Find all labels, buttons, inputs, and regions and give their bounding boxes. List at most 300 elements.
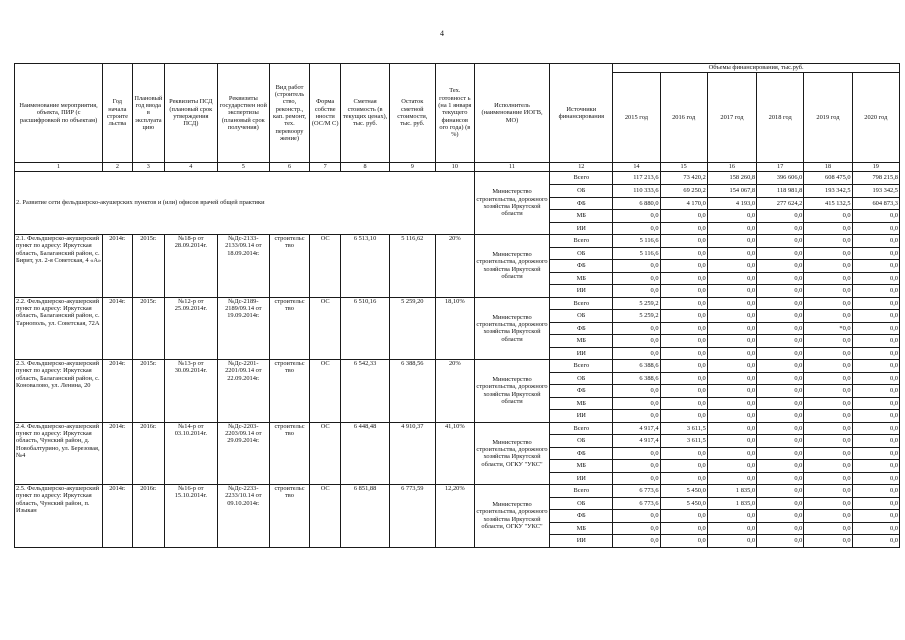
header-volumes: Объемы финансирования, тыс.руб.: [613, 64, 900, 73]
header-year: 2015 год: [613, 73, 660, 163]
value-cell: 0,0: [852, 322, 899, 335]
column-number: 12: [550, 163, 613, 172]
value-cell: 0,0: [804, 235, 852, 248]
value-cell: 0,0: [660, 347, 707, 360]
header-expertise: Реквизиты государствен ной экспертизы (плановый срок получения): [217, 64, 269, 163]
financing-table: [14, 63, 900, 548]
value-cell: 0,0: [757, 447, 804, 460]
source-cell: ОБ: [550, 372, 613, 385]
estimate-cost: 6 513,10: [341, 235, 389, 298]
ownership: ОС: [309, 485, 340, 548]
work-type: строительс тво: [270, 235, 310, 298]
value-cell: 0,0: [804, 347, 852, 360]
value-cell: 0,0: [757, 422, 804, 435]
source-cell: ИИ: [550, 347, 613, 360]
column-number: 19: [852, 163, 899, 172]
value-cell: 110 333,6: [613, 185, 660, 198]
value-cell: 277 624,2: [757, 197, 804, 210]
remaining-cost: 5 116,62: [389, 235, 435, 298]
value-cell: 0,0: [707, 460, 756, 473]
object-name: 2.2. Фельдшерско-акушерский пункт по адресу: Иркутская область, Балаганский район, с. Тарнополь, ул. Советская, 72А: [15, 297, 103, 360]
source-cell: ОБ: [550, 247, 613, 260]
value-cell: 0,0: [613, 285, 660, 298]
header-psd: Реквизиты ПСД (плановый срок утверждения ПСД): [165, 64, 217, 163]
value-cell: 0,0: [707, 260, 756, 273]
source-cell: Всего: [550, 235, 613, 248]
value-cell: 0,0: [852, 522, 899, 535]
value-cell: 0,0: [757, 247, 804, 260]
psd-details: №16-р от 15.10.2014г.: [165, 485, 217, 548]
estimate-cost: 6 851,88: [341, 485, 389, 548]
value-cell: 0,0: [707, 522, 756, 535]
page-number: 4: [440, 29, 444, 38]
work-type: строительс тво: [270, 485, 310, 548]
value-cell: 1 835,0: [707, 485, 756, 498]
value-cell: 0,0: [707, 310, 756, 323]
value-cell: 0,0: [757, 297, 804, 310]
psd-details: №13-р от 30.09.2014г.: [165, 360, 217, 423]
value-cell: 0,0: [613, 410, 660, 423]
column-number: 17: [757, 163, 804, 172]
value-cell: 0,0: [660, 360, 707, 373]
value-cell: 0,0: [707, 472, 756, 485]
value-cell: 0,0: [707, 285, 756, 298]
psd-details: №18-р от 28.09.2014г.: [165, 235, 217, 298]
value-cell: 0,0: [852, 285, 899, 298]
value-cell: 3 611,5: [660, 435, 707, 448]
value-cell: 0,0: [660, 397, 707, 410]
psd-details: №12-р от 25.09.2014г.: [165, 297, 217, 360]
header-year: 2020 год: [852, 73, 899, 163]
value-cell: 0,0: [660, 297, 707, 310]
value-cell: 0,0: [660, 372, 707, 385]
value-cell: 0,0: [660, 260, 707, 273]
value-cell: 1 835,0: [707, 497, 756, 510]
value-cell: 0,0: [660, 322, 707, 335]
executor-cell: Министерство строительства, дорожного хозяйства Иркутской области: [474, 297, 550, 360]
value-cell: 0,0: [707, 535, 756, 548]
value-cell: 0,0: [804, 485, 852, 498]
value-cell: 0,0: [660, 410, 707, 423]
value-cell: 0,0: [852, 397, 899, 410]
column-number: 7: [309, 163, 340, 172]
source-cell: МБ: [550, 522, 613, 535]
value-cell: 0,0: [707, 422, 756, 435]
finish-year: 2016г.: [132, 422, 165, 485]
value-cell: 0,0: [757, 385, 804, 398]
header-year: 2019 год: [804, 73, 852, 163]
value-cell: 0,0: [757, 535, 804, 548]
value-cell: 193 342,5: [804, 185, 852, 198]
source-cell: ФБ: [550, 197, 613, 210]
header-readiness: Тех. готовност ь (на 1 января текущего финансов ого года) (в %): [435, 64, 474, 163]
value-cell: 0,0: [804, 422, 852, 435]
value-cell: 158 260,8: [707, 172, 756, 185]
value-cell: 0,0: [757, 410, 804, 423]
value-cell: 5 116,6: [613, 247, 660, 260]
value-cell: 0,0: [660, 385, 707, 398]
column-number: 1: [15, 163, 103, 172]
header-work-type: Вид работ (строитель ство, реконстр., кап. ремонт, тех. перевоору жение): [270, 64, 310, 163]
remaining-cost: 6 773,59: [389, 485, 435, 548]
value-cell: 0,0: [804, 335, 852, 348]
value-cell: 0,0: [852, 422, 899, 435]
value-cell: 0,0: [804, 222, 852, 235]
value-cell: 0,0: [804, 210, 852, 223]
source-cell: ИИ: [550, 222, 613, 235]
readiness: 20%: [435, 235, 474, 298]
value-cell: 0,0: [757, 497, 804, 510]
value-cell: 0,0: [613, 535, 660, 548]
value-cell: 0,0: [852, 485, 899, 498]
value-cell: 604 873,3: [852, 197, 899, 210]
value-cell: 0,0: [757, 272, 804, 285]
value-cell: 0,0: [613, 385, 660, 398]
value-cell: 608 475,0: [804, 172, 852, 185]
expertise-details: №Дс-2203-2203/09.14 от 29.09.2014г.: [217, 422, 269, 485]
value-cell: 0,0: [707, 335, 756, 348]
value-cell: 6 773,6: [613, 485, 660, 498]
start-year: 2014г.: [103, 360, 132, 423]
object-name: 2.4. Фельдшерско-акушерский пункт по адресу: Иркутская область, Чунский район, д. Новобалтурино, ул. Березовая, №4: [15, 422, 103, 485]
executor-cell: Министерство строительства, дорожного хозяйства Иркутской области: [474, 172, 550, 235]
value-cell: 0,0: [852, 535, 899, 548]
value-cell: 0,0: [613, 472, 660, 485]
value-cell: 0,0: [757, 235, 804, 248]
value-cell: 0,0: [852, 347, 899, 360]
start-year: 2014г.: [103, 422, 132, 485]
value-cell: 0,0: [660, 460, 707, 473]
value-cell: 0,0: [660, 335, 707, 348]
value-cell: 0,0: [707, 297, 756, 310]
value-cell: 6 773,6: [613, 497, 660, 510]
value-cell: 0,0: [707, 385, 756, 398]
value-cell: 0,0: [852, 360, 899, 373]
table-row: [15, 422, 900, 435]
value-cell: 0,0: [852, 247, 899, 260]
source-cell: ОБ: [550, 435, 613, 448]
value-cell: 0,0: [707, 435, 756, 448]
value-cell: 0,0: [757, 335, 804, 348]
value-cell: 0,0: [613, 322, 660, 335]
header-sources: Источники финансирования: [550, 64, 613, 163]
readiness: 18,10%: [435, 297, 474, 360]
column-number: 3: [132, 163, 165, 172]
value-cell: 0,0: [757, 372, 804, 385]
value-cell: 0,0: [804, 310, 852, 323]
value-cell: 0,0: [660, 522, 707, 535]
column-number: 2: [103, 163, 132, 172]
source-cell: МБ: [550, 460, 613, 473]
value-cell: 0,0: [707, 235, 756, 248]
value-cell: 0,0: [660, 222, 707, 235]
value-cell: 0,0: [804, 535, 852, 548]
value-cell: 0,0: [757, 397, 804, 410]
value-cell: 0,0: [804, 372, 852, 385]
value-cell: 0,0: [852, 210, 899, 223]
value-cell: 0,0: [613, 347, 660, 360]
value-cell: 0,0: [852, 310, 899, 323]
start-year: 2014г.: [103, 297, 132, 360]
header-estimate: Сметная стоимость (в текущих ценах), тыс. руб.: [341, 64, 389, 163]
value-cell: 0,0: [613, 460, 660, 473]
value-cell: 798 215,8: [852, 172, 899, 185]
source-cell: ФБ: [550, 447, 613, 460]
executor-cell: Министерство строительства, дорожного хозяйства Иркутской области: [474, 235, 550, 298]
header-executor: Исполнитель (наименование ИОГВ, МО): [474, 64, 550, 163]
value-cell: 0,0: [804, 497, 852, 510]
value-cell: 0,0: [757, 472, 804, 485]
finish-year: 2016г.: [132, 485, 165, 548]
column-number: 16: [707, 163, 756, 172]
column-number: 14: [613, 163, 660, 172]
value-cell: 0,0: [757, 310, 804, 323]
value-cell: 6 880,0: [613, 197, 660, 210]
column-number: 9: [389, 163, 435, 172]
value-cell: 0,0: [757, 360, 804, 373]
value-cell: 4 170,0: [660, 197, 707, 210]
value-cell: 0,0: [757, 210, 804, 223]
value-cell: 0,0: [707, 210, 756, 223]
expertise-details: №Дс-2201-2201/09.14 от 22.09.2014г.: [217, 360, 269, 423]
readiness: 12,20%: [435, 485, 474, 548]
value-cell: 0,0: [804, 410, 852, 423]
value-cell: 0,0: [804, 260, 852, 273]
value-cell: 6 388,6: [613, 372, 660, 385]
value-cell: 0,0: [852, 222, 899, 235]
value-cell: 0,0: [613, 510, 660, 523]
value-cell: 0,0: [804, 297, 852, 310]
source-cell: ИИ: [550, 285, 613, 298]
section-title: 2. Развитие сети фельдшерско-акушерских пунктов и (или) офисов врачей общей практики: [15, 172, 475, 235]
remaining-cost: 6 388,56: [389, 360, 435, 423]
value-cell: 0,0: [707, 410, 756, 423]
value-cell: 0,0: [804, 510, 852, 523]
source-cell: ФБ: [550, 510, 613, 523]
expertise-details: №Дс-2233-2233/10.14 от 09.10.2014г.: [217, 485, 269, 548]
value-cell: 0,0: [707, 397, 756, 410]
value-cell: 0,0: [757, 522, 804, 535]
source-cell: ФБ: [550, 322, 613, 335]
column-number: 6: [270, 163, 310, 172]
work-type: строительс тво: [270, 297, 310, 360]
value-cell: 4 917,4: [613, 435, 660, 448]
value-cell: 0,0: [852, 335, 899, 348]
value-cell: 0,0: [707, 447, 756, 460]
header-name: Наименование мероприятия, объекта, ПИР (с расшифровкой по объектам): [15, 64, 103, 163]
column-number: 4: [165, 163, 217, 172]
value-cell: 0,0: [613, 260, 660, 273]
value-cell: 0,0: [804, 472, 852, 485]
column-number: 18: [804, 163, 852, 172]
source-cell: ИИ: [550, 410, 613, 423]
value-cell: 0,0: [660, 510, 707, 523]
readiness: 41,10%: [435, 422, 474, 485]
executor-cell: Министерство строительства, дорожного хозяйства Иркутской области, ОГКУ "УКС": [474, 485, 550, 548]
value-cell: 0,0: [613, 447, 660, 460]
value-cell: 0,0: [757, 485, 804, 498]
value-cell: 0,0: [757, 347, 804, 360]
work-type: строительс тво: [270, 360, 310, 423]
value-cell: 5 259,2: [613, 297, 660, 310]
value-cell: 0,0: [660, 247, 707, 260]
executor-cell: Министерство строительства, дорожного хозяйства Иркутской области: [474, 360, 550, 423]
object-name: 2.5. Фельдшерско-акушерский пункт по адресу: Иркутская область, Чунский район, п. Изыкан: [15, 485, 103, 548]
value-cell: 0,0: [613, 210, 660, 223]
value-cell: 117 213,6: [613, 172, 660, 185]
remaining-cost: 5 259,20: [389, 297, 435, 360]
ownership: ОС: [309, 422, 340, 485]
estimate-cost: 6 448,48: [341, 422, 389, 485]
column-number: 5: [217, 163, 269, 172]
value-cell: 0,0: [852, 435, 899, 448]
table-row: [15, 360, 900, 373]
value-cell: 0,0: [852, 410, 899, 423]
value-cell: *0,0: [804, 322, 852, 335]
readiness: 20%: [435, 360, 474, 423]
work-type: строительс тво: [270, 422, 310, 485]
estimate-cost: 6 542,33: [341, 360, 389, 423]
ownership: ОС: [309, 297, 340, 360]
value-cell: 0,0: [804, 272, 852, 285]
estimate-cost: 6 510,16: [341, 297, 389, 360]
value-cell: 5 450,0: [660, 485, 707, 498]
table-row: [15, 485, 900, 498]
source-cell: ОБ: [550, 310, 613, 323]
source-cell: МБ: [550, 272, 613, 285]
value-cell: 0,0: [757, 285, 804, 298]
value-cell: 4 193,0: [707, 197, 756, 210]
source-cell: Всего: [550, 360, 613, 373]
header-remaining: Остаток сметной стоимости, тыс. руб.: [389, 64, 435, 163]
value-cell: 0,0: [804, 522, 852, 535]
value-cell: 0,0: [852, 385, 899, 398]
object-name: 2.1. Фельдшерско-акушерский пункт по адресу: Иркутская область, Балаганский район, с. Бирит, ул. 2-я Советская, 4 «А»: [15, 235, 103, 298]
source-cell: ФБ: [550, 260, 613, 273]
value-cell: 0,0: [852, 297, 899, 310]
header-start-year: Год начала строите льства: [103, 64, 132, 163]
value-cell: 0,0: [804, 460, 852, 473]
value-cell: 118 981,8: [757, 185, 804, 198]
ownership: ОС: [309, 235, 340, 298]
source-cell: Всего: [550, 422, 613, 435]
value-cell: 0,0: [613, 222, 660, 235]
value-cell: 5 450,0: [660, 497, 707, 510]
header-year: 2018 год: [757, 73, 804, 163]
start-year: 2014г.: [103, 485, 132, 548]
value-cell: 0,0: [707, 322, 756, 335]
column-number: 11: [474, 163, 550, 172]
source-cell: ОБ: [550, 497, 613, 510]
value-cell: 154 067,8: [707, 185, 756, 198]
value-cell: 0,0: [804, 247, 852, 260]
value-cell: 0,0: [757, 460, 804, 473]
value-cell: 396 606,0: [757, 172, 804, 185]
source-cell: Всего: [550, 485, 613, 498]
executor-cell: Министерство строительства, дорожного хозяйства Иркутской области, ОГКУ "УКС": [474, 422, 550, 485]
finish-year: 2015г.: [132, 297, 165, 360]
value-cell: 0,0: [804, 285, 852, 298]
value-cell: 0,0: [852, 372, 899, 385]
value-cell: 0,0: [707, 510, 756, 523]
ownership: ОС: [309, 360, 340, 423]
column-number: 15: [660, 163, 707, 172]
expertise-details: №Дс-2189-2189/09.14 от 19.09.2014г.: [217, 297, 269, 360]
value-cell: 0,0: [707, 360, 756, 373]
table-row: [15, 172, 900, 185]
value-cell: 0,0: [852, 235, 899, 248]
source-cell: МБ: [550, 397, 613, 410]
expertise-details: №Дс-2133-2133/09.14 от 18.09.2014г.: [217, 235, 269, 298]
value-cell: 0,0: [757, 510, 804, 523]
value-cell: 0,0: [757, 322, 804, 335]
source-cell: ОБ: [550, 185, 613, 198]
value-cell: 0,0: [757, 435, 804, 448]
value-cell: 0,0: [660, 310, 707, 323]
value-cell: 0,0: [852, 472, 899, 485]
value-cell: 0,0: [660, 235, 707, 248]
value-cell: 0,0: [613, 335, 660, 348]
remaining-cost: 4 910,37: [389, 422, 435, 485]
header-year: 2017 год: [707, 73, 756, 163]
source-cell: МБ: [550, 335, 613, 348]
object-name: 2.3. Фельдшерско-акушерский пункт по адресу: Иркутская область, Балаганский район, с. Коноваловo, ул. Ленина, 20: [15, 360, 103, 423]
value-cell: 0,0: [804, 397, 852, 410]
value-cell: 0,0: [707, 222, 756, 235]
column-number: 10: [435, 163, 474, 172]
value-cell: 5 259,2: [613, 310, 660, 323]
value-cell: 0,0: [707, 372, 756, 385]
value-cell: 0,0: [852, 460, 899, 473]
header-plan-year: Плановый год ввода в эксплуата цию: [132, 64, 165, 163]
value-cell: 0,0: [660, 272, 707, 285]
value-cell: 73 420,2: [660, 172, 707, 185]
value-cell: 69 250,2: [660, 185, 707, 198]
header-year: 2016 год: [660, 73, 707, 163]
value-cell: 0,0: [852, 510, 899, 523]
source-cell: МБ: [550, 210, 613, 223]
column-number-row: [15, 163, 900, 172]
value-cell: 0,0: [852, 447, 899, 460]
value-cell: 0,0: [852, 260, 899, 273]
header-ownership: Форма собстве нности (ОС/М С): [309, 64, 340, 163]
source-cell: ИИ: [550, 535, 613, 548]
value-cell: 0,0: [804, 385, 852, 398]
value-cell: 0,0: [757, 222, 804, 235]
source-cell: ИИ: [550, 472, 613, 485]
value-cell: 0,0: [660, 535, 707, 548]
value-cell: 4 917,4: [613, 422, 660, 435]
source-cell: ФБ: [550, 385, 613, 398]
value-cell: 0,0: [660, 447, 707, 460]
start-year: 2014г.: [103, 235, 132, 298]
value-cell: 0,0: [707, 272, 756, 285]
value-cell: 3 611,5: [660, 422, 707, 435]
value-cell: 0,0: [804, 447, 852, 460]
value-cell: 0,0: [707, 347, 756, 360]
column-number: 8: [341, 163, 389, 172]
value-cell: 0,0: [660, 285, 707, 298]
value-cell: 0,0: [757, 260, 804, 273]
finish-year: 2015г.: [132, 360, 165, 423]
value-cell: 0,0: [804, 435, 852, 448]
value-cell: 6 388,6: [613, 360, 660, 373]
value-cell: 5 116,6: [613, 235, 660, 248]
psd-details: №14-р от 03.10.2014г.: [165, 422, 217, 485]
value-cell: 0,0: [613, 272, 660, 285]
value-cell: 0,0: [660, 472, 707, 485]
value-cell: 0,0: [707, 247, 756, 260]
